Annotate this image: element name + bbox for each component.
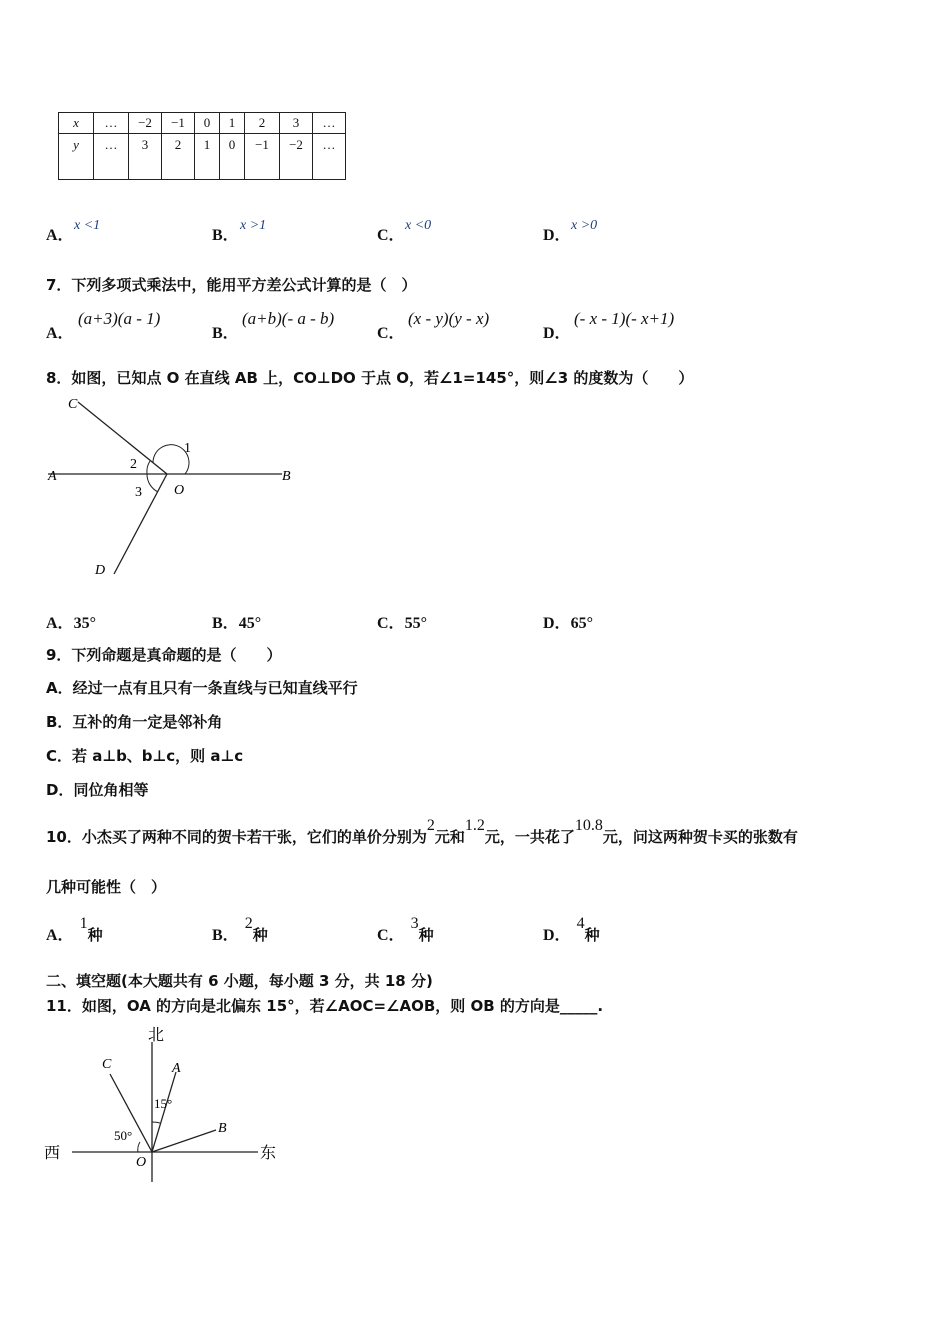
label-angle-3: 3 — [135, 485, 142, 500]
q10-stem-line1 — [46, 817, 798, 847]
q8-option-c — [377, 610, 427, 633]
label-15-degrees: 15° — [154, 1096, 173, 1111]
q6-option-c-text: x <0 — [405, 218, 432, 233]
label-o: O — [174, 483, 185, 498]
option-letter: D． — [543, 927, 571, 944]
table-cell: −1 — [245, 134, 280, 180]
table-cell: −2 — [129, 113, 162, 134]
q11-stem: 11．如图，OA 的方向是北偏东 15°，若∠AOC=∠AOB，则 OB 的方向是_____. — [46, 997, 604, 1015]
q6-option-a — [46, 222, 74, 245]
table-row-y — [59, 134, 346, 180]
q10-text: 元和 — [434, 828, 465, 846]
ray-oa — [152, 1072, 176, 1152]
option-letter: A． — [46, 615, 74, 632]
label-d: D — [95, 563, 106, 578]
value-table — [58, 112, 346, 180]
q7-stem: 7．下列多项式乘法中，能用平方差公式计算的是（ ） — [46, 276, 417, 294]
option-letter: D． — [543, 615, 571, 632]
label-50-degrees: 50° — [114, 1128, 133, 1143]
q9-option-a: A．经过一点有且只有一条直线与已知直线平行 — [46, 679, 358, 697]
q6-option-d — [543, 222, 571, 245]
option-letter: C． — [377, 325, 405, 342]
option-unit: 种 — [418, 926, 434, 944]
option-num: 2 — [244, 915, 253, 932]
label-angle-1: 1 — [184, 441, 191, 456]
q8-stem: 8．如图，已知点 O 在直线 AB 上，CO⊥DO 于点 O，若∠1=145°，则∠3 的度数为（ ） — [46, 369, 694, 387]
q10-option-b — [212, 915, 268, 945]
angle-15-arc — [152, 1122, 160, 1123]
option-letter: B． — [212, 615, 239, 632]
table-cell: … — [313, 134, 346, 180]
label-east: 东 — [260, 1145, 277, 1162]
q11-figure — [40, 1022, 290, 1190]
q7-option-c — [377, 320, 405, 343]
option-text: 55° — [404, 615, 427, 632]
q7-option-c-expr: (x - y)(y - x) — [408, 309, 490, 328]
table-cell: 3 — [129, 134, 162, 180]
q8-figure — [40, 392, 310, 582]
table-cell: 2 — [245, 113, 280, 134]
q7-option-a — [46, 320, 74, 343]
q9-option-d: D．同位角相等 — [46, 781, 149, 799]
table-cell: … — [94, 134, 129, 180]
table-cell: 1 — [220, 113, 245, 134]
option-letter: C． — [377, 927, 405, 944]
table-cell: 1 — [195, 134, 220, 180]
table-cell: y — [59, 134, 94, 180]
label-b: B — [282, 469, 291, 484]
option-unit: 种 — [252, 926, 268, 944]
q6-option-b-text: x >1 — [240, 218, 267, 233]
option-num: 4 — [576, 915, 585, 932]
table-cell: −2 — [280, 134, 313, 180]
table-cell: 2 — [162, 134, 195, 180]
option-letter: A． — [46, 227, 74, 244]
option-letter: A． — [46, 325, 74, 342]
label-o: O — [136, 1155, 147, 1170]
label-a: A — [172, 1061, 181, 1076]
option-text: 65° — [570, 615, 593, 632]
option-letter: B． — [212, 227, 239, 244]
q8-option-b — [212, 610, 261, 633]
q7-option-b — [212, 320, 239, 343]
option-letter: C． — [377, 227, 405, 244]
q10-value: 10.8 — [574, 817, 603, 834]
angle-3-arc — [147, 474, 158, 492]
label-c: C — [68, 397, 78, 412]
q7-option-a-expr: (a+3)(a - 1) — [78, 309, 161, 328]
q7-option-d-expr: (- x - 1)(- x+1) — [574, 309, 675, 328]
q10-value: 1.2 — [464, 817, 485, 834]
q10-stem-line2: 几种可能性（ ） — [46, 878, 167, 896]
angle-2-arc — [147, 461, 150, 474]
label-north: 北 — [148, 1027, 165, 1044]
table-row-x — [59, 113, 346, 134]
q8-option-d — [543, 610, 593, 633]
option-unit: 种 — [87, 926, 103, 944]
q8-option-a — [46, 610, 96, 633]
option-text: 45° — [238, 615, 262, 632]
q10-option-d — [543, 915, 600, 945]
option-letter: D． — [543, 227, 571, 244]
q10-text: 10．小杰买了两种不同的贺卡若干张，它们的单价分别为 — [46, 828, 427, 846]
option-letter: B． — [212, 927, 239, 944]
q6-option-c — [377, 222, 405, 245]
option-letter: D． — [543, 325, 571, 342]
table-cell: −1 — [162, 113, 195, 134]
q10-text: 元，问这两种贺卡买的张数有 — [602, 828, 798, 846]
option-num: 3 — [410, 915, 419, 932]
table-cell: 3 — [280, 113, 313, 134]
option-unit: 种 — [584, 926, 600, 944]
section-heading: 二、填空题(本大题共有 6 小题，每小题 3 分，共 18 分) — [46, 972, 433, 990]
table-cell: 0 — [220, 134, 245, 180]
ray-oc — [78, 402, 167, 474]
table-cell: x — [59, 113, 94, 134]
ray-ob — [152, 1130, 216, 1152]
option-text: 35° — [73, 615, 96, 632]
q10-option-c — [377, 915, 434, 945]
table-cell: 0 — [195, 113, 220, 134]
q7-option-d — [543, 320, 571, 343]
q10-value: 2 — [426, 817, 435, 834]
option-letter: C． — [377, 615, 405, 632]
table-cell: … — [313, 113, 346, 134]
q10-option-a — [46, 915, 103, 945]
label-a: A — [48, 469, 57, 484]
q9-option-c: C．若 a⊥b、b⊥c，则 a⊥c — [46, 747, 244, 765]
q7-option-b-expr: (a+b)(- a - b) — [242, 309, 335, 328]
q9-option-b: B．互补的角一定是邻补角 — [46, 713, 223, 731]
label-west: 西 — [44, 1145, 61, 1162]
angle-50-arc — [138, 1142, 140, 1152]
q6-option-b — [212, 222, 239, 245]
q6-option-a-text: x <1 — [74, 218, 101, 233]
table-cell: … — [94, 113, 129, 134]
option-letter: B． — [212, 325, 239, 342]
option-num: 1 — [79, 915, 88, 932]
q6-option-d-text: x >0 — [571, 218, 598, 233]
q10-text: 元，一共花了 — [484, 828, 575, 846]
option-letter: A． — [46, 927, 74, 944]
label-b: B — [218, 1121, 227, 1136]
label-angle-2: 2 — [130, 457, 137, 472]
label-c: C — [102, 1057, 112, 1072]
q9-stem: 9．下列命题是真命题的是（ ） — [46, 646, 282, 664]
